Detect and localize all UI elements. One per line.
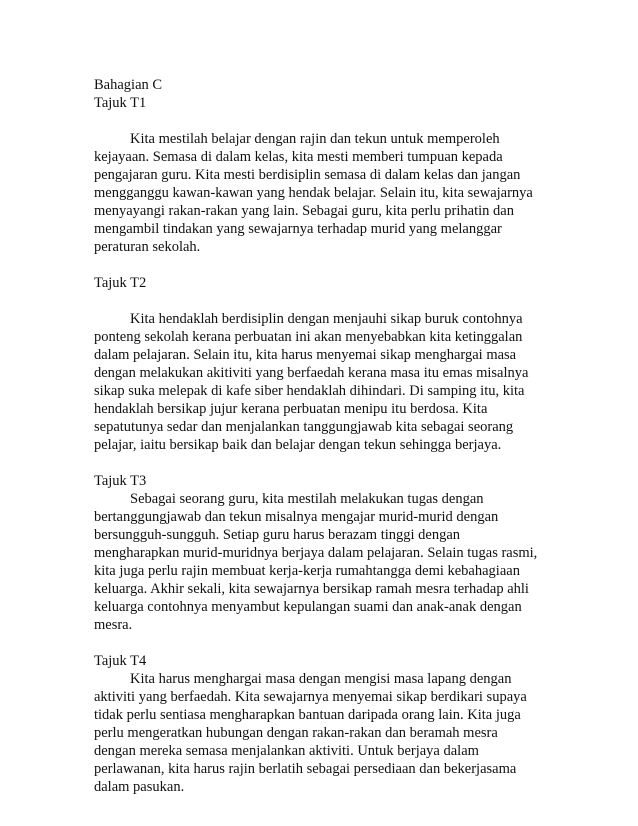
text-line: mengharapkan murid-muridnya berjaya dalam pelajaran. Selain tugas rasmi, [94, 545, 538, 561]
paragraph-t3 [94, 490, 564, 634]
section-label: Bahagian C [94, 77, 163, 93]
text-line: peraturan sekolah. [94, 239, 201, 255]
paragraph-t4 [94, 670, 564, 796]
text-line: tidak perlu sentiasa mengharapkan bantuan daripada orang lain. Kita juga [94, 707, 521, 723]
spacer [94, 112, 564, 130]
text-line: menyayangi rakan-rakan yang lain. Sebagai guru, kita perlu prihatin dan [94, 203, 514, 219]
text-line: mesra. [94, 617, 133, 633]
spacer [94, 634, 564, 652]
text-line: perlawanan, kita harus rajin berlatih sebagai persediaan dan bekerjasama [94, 761, 517, 777]
text-line: sikap suka melepak di kafe siber hendaklah dihindari. Di samping itu, kita [94, 383, 525, 399]
text-line: dengan melakukan akitiviti yang berfaedah kerana masa itu emas misalnya [94, 365, 529, 381]
spacer [94, 454, 564, 472]
text-line: keluarga contohnya menyambut kepulangan suami dan anak-anak dengan [94, 599, 522, 615]
text-line: ponteng sekolah kerana perbuatan ini akan menyebabkan kita ketinggalan [94, 329, 523, 345]
text-line: kejayaan. Semasa di dalam kelas, kita mesti memberi tumpuan kepada [94, 149, 503, 165]
text-line: hendaklah bersikap jujur kerana perbuatan menipu itu berdosa. Kita [94, 401, 488, 417]
text-line: keluarga. Akhir sekali, kita sewajarnya bersikap ramah mesra terhadap ahli [94, 581, 529, 597]
text-line: sepatutunya sedar dan menjalankan tanggungjawab kita sebagai seorang [94, 419, 514, 435]
text-line: bersungguh-sungguh. Setiap guru harus berazam tinggi dengan [94, 527, 461, 543]
text-line: mengambil tindakan yang sewajarnya terhadap murid yang melanggar [94, 221, 502, 237]
document-body [94, 76, 564, 796]
text-line: kita juga perlu rajin membuat kerja-kerja rumahtangga demi kebahagiaan [94, 563, 520, 579]
text-line: bertanggungjawab dan tekun misalnya mengajar murid-murid dengan [94, 509, 499, 525]
text-line: dalam pelajaran. Selain itu, kita harus menyemai sikap menghargai masa [94, 347, 517, 363]
text-line: perlu mengeratkan hubungan dengan rakan-rakan dan beramah mesra [94, 725, 498, 741]
topic-heading-t4: Tajuk T4 [94, 653, 147, 669]
topic-heading-t2: Tajuk T2 [94, 275, 147, 291]
text-line: Kita harus menghargai masa dengan mengisi masa lapang dengan [130, 671, 512, 687]
paragraph-t2 [94, 310, 564, 454]
topic-heading-t3: Tajuk T3 [94, 473, 147, 489]
text-line: pelajar, iaitu bersikap baik dan belajar dengan tekun sehingga berjaya. [94, 437, 502, 453]
text-line: dalam pasukan. [94, 779, 185, 795]
text-line: dengan mereka semasa menjalankan aktiviti. Untuk berjaya dalam [94, 743, 479, 759]
text-line: Kita mestilah belajar dengan rajin dan tekun untuk memperoleh [130, 131, 500, 147]
text-line: pengajaran guru. Kita mesti berdisiplin semasa di dalam kelas dan jangan [94, 167, 521, 183]
text-line: mengganggu kawan-kawan yang hendak belajar. Selain itu, kita sewajarnya [94, 185, 533, 201]
paragraph-t1 [94, 130, 564, 256]
text-line: aktiviti yang berfaedah. Kita sewajarnya menyemai sikap berdikari supaya [94, 689, 527, 705]
text-line: Kita hendaklah berdisiplin dengan menjauhi sikap buruk contohnya [130, 311, 523, 327]
text-line: Sebagai seorang guru, kita mestilah melakukan tugas dengan [130, 491, 484, 507]
spacer [94, 292, 564, 310]
topic-heading-t1: Tajuk T1 [94, 95, 147, 111]
spacer [94, 256, 564, 274]
